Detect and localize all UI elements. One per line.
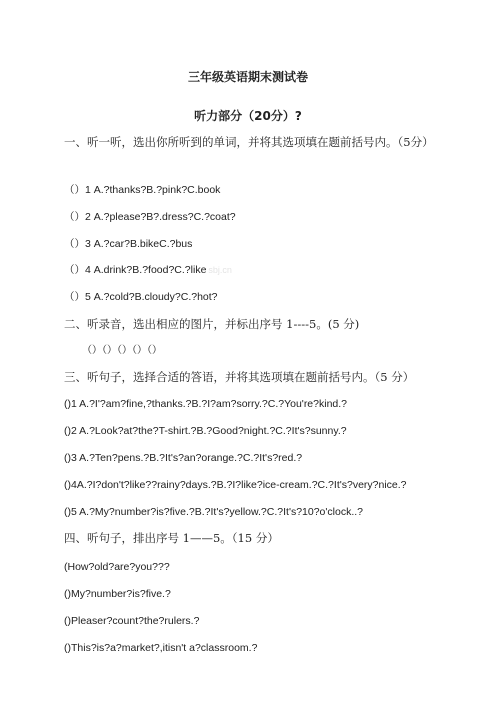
question-item: ()4A.?I?don't?like??rainy?days.?B.?I?like?ice-cream.?C.?It's?very?nice.? [64, 479, 407, 491]
question-item: ()1 A.?I'?am?fine,?thanks.?B.?I?am?sorry.?C.?You're?kind.? [64, 398, 348, 410]
picture-answer-brackets: （）（）（）（）（） [82, 345, 162, 356]
watermark-text: sbj.cn [208, 265, 232, 275]
question-item: （）2 A.?please?B?.dress?C.?coat? [64, 211, 236, 223]
section4-heading: 四、听句子，排出序号 1——5。（15 分） [64, 531, 279, 545]
question-item-with-watermark [64, 260, 438, 281]
question-item: （）5 A.?cold?B.cloudy?C.?hot? [64, 291, 218, 303]
question-item: （）1 A.?thanks?B.?pink?C.book [64, 184, 221, 196]
section-subtitle: 听力部分（20分）? [194, 109, 302, 123]
section3-heading: 三、听句子，选择合适的答语，并将其选项填在题前括号内。（5 分） [64, 370, 415, 384]
question-item: ()3 A.?Ten?pens.?B.?It's?an?orange.?C.?It's?red.? [64, 452, 303, 464]
question-item: (How?old?are?you??? [64, 561, 170, 573]
question-item: ()Pleaser?count?the?rulers.? [64, 615, 200, 627]
question-item: （）3 A.?car?B.bikeC.?bus [64, 238, 193, 250]
section1-heading: 一、听一听，选出你所听到的单词，并将其选项填在题前括号内。（5分） [64, 135, 434, 149]
page-title: 三年级英语期末测试卷 [187, 70, 308, 84]
question-item: ()My?number?is?five.? [64, 588, 171, 600]
question-item: ()This?is?a?market?,itisn't a?classroom.? [64, 642, 258, 654]
question-item: ()5 A.?My?number?is?five.?B.?It's?yellow.?C.?It's?10?o'clock..? [64, 506, 363, 518]
question-item-text: （）4 A.drink?B.?food?C.?like [64, 264, 207, 276]
question-item: ()2 A.?Look?at?the?T-shirt.?B.?Good?night.?C.?It's?sunny.? [64, 425, 347, 437]
section2-heading: 二、听录音，选出相应的图片，并标出序号 1----5。(5 分) [64, 317, 360, 331]
